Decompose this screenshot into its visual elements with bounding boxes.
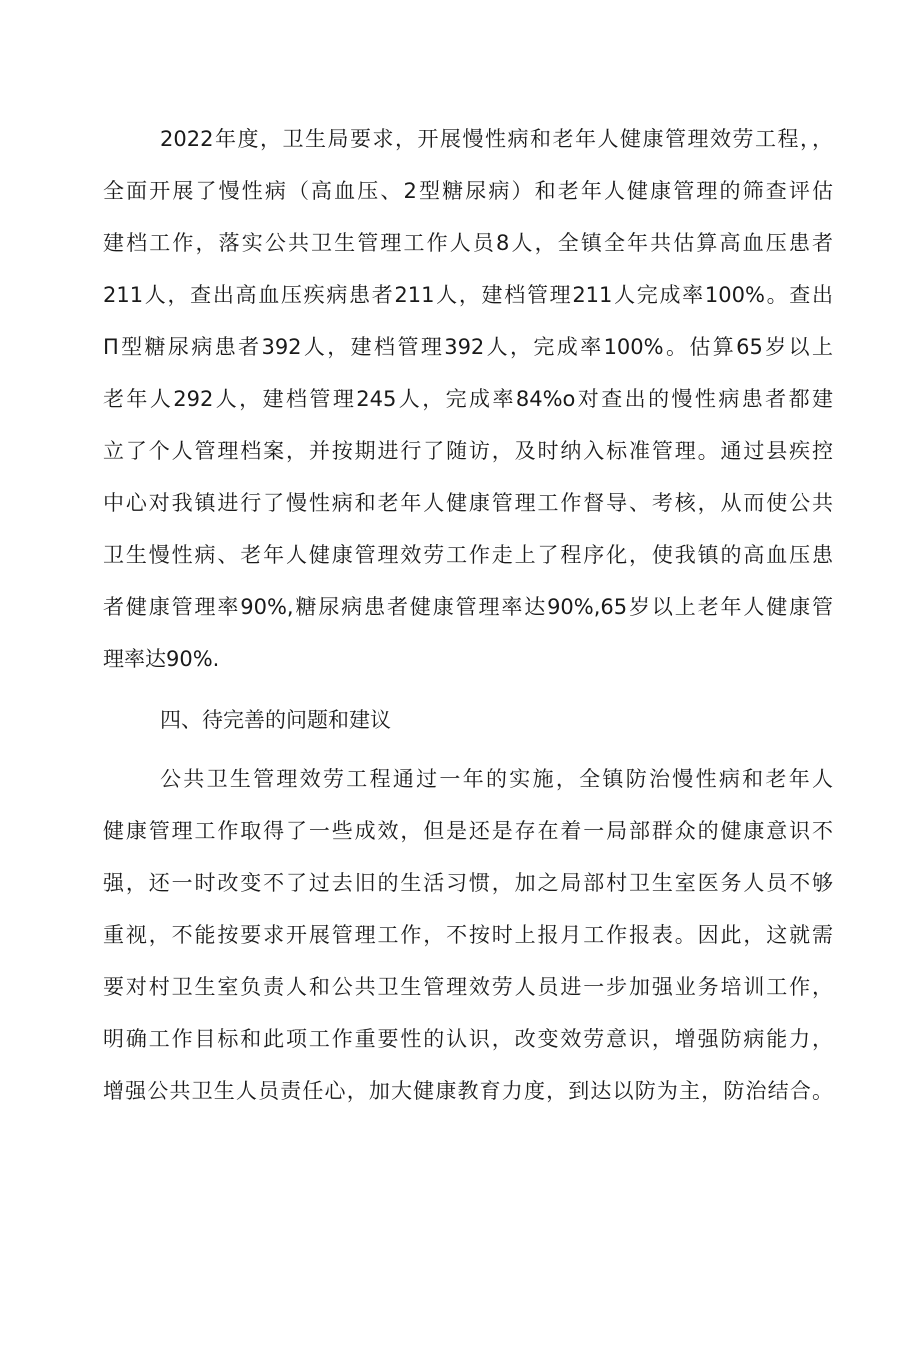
paragraph1-line: 2022年度，卫生局要求，开展慢性病和老年人健康管理效劳工程，， [160, 127, 833, 151]
paragraph1-line: 理率达90%. [103, 647, 220, 671]
paragraph2-line: 健康管理工作取得了一些成效，但是还是存在着一局部群众的健康意识不 [103, 819, 833, 843]
paragraph1-line: 老年人292人，建档管理245人，完成率84%o对查出的慢性病患者都建 [103, 387, 833, 411]
paragraph1-line: 者健康管理率90%,糖尿病患者健康管理率达90%,65岁以上老年人健康管 [103, 595, 833, 619]
paragraph1-line: 立了个人管理档案，并按期进行了随访，及时纳入标准管理。通过县疾控 [103, 439, 833, 463]
paragraph1-line: 全面开展了慢性病（高血压、2型糖尿病）和老年人健康管理的筛查评估 [103, 179, 833, 203]
paragraph2-line: 强，还一时改变不了过去旧的生活习惯，加之局部村卫生室医务人员不够 [103, 871, 833, 895]
section-heading: 四、待完善的问题和建议 [160, 708, 391, 732]
paragraph2-line: 公共卫生管理效劳工程通过一年的实施，全镇防治慢性病和老年人 [160, 767, 833, 791]
paragraph2-line: 要对村卫生室负责人和公共卫生管理效劳人员进一步加强业务培训工作， [103, 975, 833, 999]
paragraph1-line: 211人，查出高血压疾病患者211人，建档管理211人完成率100%。查出 [103, 283, 833, 307]
paragraph2-line: 增强公共卫生人员责任心，加大健康教育力度，到达以防为主，防治结合。 [103, 1079, 833, 1103]
paragraph1-line: 建档工作，落实公共卫生管理工作人员8人，全镇全年共估算高血压患者 [103, 231, 833, 255]
paragraph1-line: 卫生慢性病、老年人健康管理效劳工作走上了程序化，使我镇的高血压患 [103, 543, 833, 567]
paragraph1-line: Π型糖尿病患者392人，建档管理392人，完成率100%。估算65岁以上 [103, 335, 833, 359]
paragraph2-line: 重视，不能按要求开展管理工作，不按时上报月工作报表。因此，这就需 [103, 923, 833, 947]
paragraph1-line: 中心对我镇进行了慢性病和老年人健康管理工作督导、考核，从而使公共 [103, 491, 833, 515]
paragraph2-line: 明确工作目标和此项工作重要性的认识，改变效劳意识，增强防病能力， [103, 1027, 833, 1051]
